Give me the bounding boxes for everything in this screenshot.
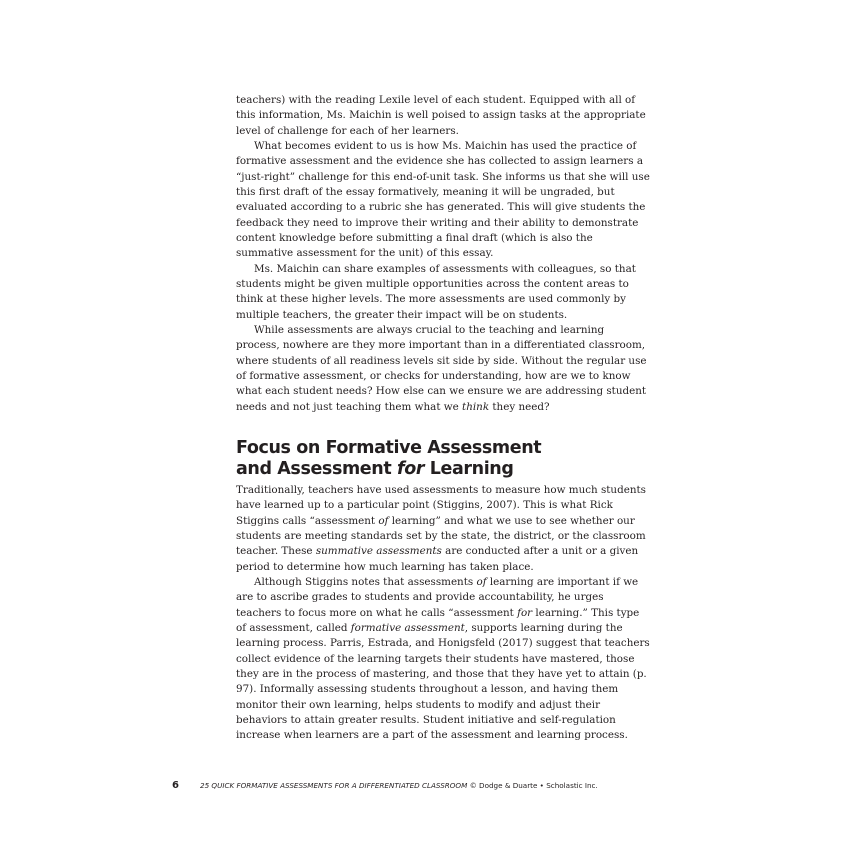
text-run: they need? <box>489 400 550 413</box>
paragraph: Ms. Maichin can share examples of assessments with colleagues, so that students might be given multiple opportunities across the content areas to think at these higher levels. The more assessments are used commonly by multiple teachers, the greater their impact will be on students. <box>236 262 636 321</box>
page-footer <box>172 781 772 791</box>
paragraph: teachers) with the reading Lexile level of each student. Equipped with all of this information, Ms. Maichin is well poised to assign tasks at the appropriate level of challenge for each of her learners. <box>236 94 646 137</box>
text-run: Traditionally, teachers have used assessments to measure how much students have learned up to a particular point (Stiggins, 2007). This is what Rick Stiggins calls “assessment <box>236 484 646 527</box>
text-run: are conducted after a unit or a given period to determine how much learning has taken place. <box>236 545 639 573</box>
heading-line-2b: Learning <box>424 459 514 479</box>
page-number: 6 <box>172 780 179 791</box>
footer-copyright: © Dodge & Duarte • Scholastic Inc. <box>467 781 598 790</box>
text-run: While assessments are always crucial to the teaching and learning process, nowhere are they more important than in a differentiated classroom, where students of all readiness levels sit side by side. Without the regular use of formative assessment, or checks for understanding, how are we to know what each student needs? How else can we ensure we are addressing student needs and not just teaching them what we <box>236 323 647 413</box>
paragraph <box>236 483 650 575</box>
text-run: Although Stiggins notes that assessments <box>254 575 477 588</box>
emphasis-text: formative assessment <box>350 621 465 634</box>
heading-line-2a: and Assessment <box>236 459 397 479</box>
footer-book-title: 25 QUICK FORMATIVE ASSESSMENTS FOR A DIFFERENTIATED CLASSROOM <box>200 781 468 790</box>
paragraph <box>236 575 650 744</box>
top-text-block <box>236 93 650 415</box>
text-run: learning are important if we are to ascribe grades to students and provide accountability, he urges teachers to focus more on what he calls “assessment <box>236 575 639 619</box>
emphasis-text: think <box>462 400 490 413</box>
section-text-block <box>236 483 650 744</box>
heading-emphasis: for <box>397 459 425 479</box>
heading-line-1: Focus on Formative Assessment <box>236 438 542 458</box>
emphasis-text: of <box>476 575 487 588</box>
emphasis-text: for <box>517 606 533 619</box>
paragraph: What becomes evident to us is how Ms. Maichin has used the practice of formative assessment and the evidence she has collected to assign learners a “just-right” challenge for this end-of-unit task. She informs us that she will use this first draft of the essay formatively, meaning it will be ungraded, but evaluated according to a rubric she has generated. This will give students the feedback they need to improve their writing and their ability to demonstrate content knowledge before submitting a final draft (which is also the summative assessment for the unit) of this essay. <box>236 139 650 260</box>
section-heading <box>236 438 650 480</box>
emphasis-text: of <box>378 514 389 527</box>
text-run: learning” and what we use to see whether our students are meeting standards set by the state, the district, or the classroom teacher. These <box>236 514 646 558</box>
text-run: learning.” This type of assessment, called <box>236 606 640 634</box>
text-run: , supports learning during the learning process. Parris, Estrada, and Honigsfeld (2017) suggest that teachers collect evidence of the learning targets their students have mastered, those they are in the process of mastering, and those that they have yet to attain (p. 97). Informally assessing students throughout a lesson, and having them monitor their own learning, helps students to modify and adjust their behaviors to attain greater results. Student initiative and self-regulation increase when learners are a part of the assessment and learning process. <box>236 621 650 742</box>
emphasis-text: summative assessments <box>315 545 442 558</box>
paragraph <box>236 323 650 415</box>
